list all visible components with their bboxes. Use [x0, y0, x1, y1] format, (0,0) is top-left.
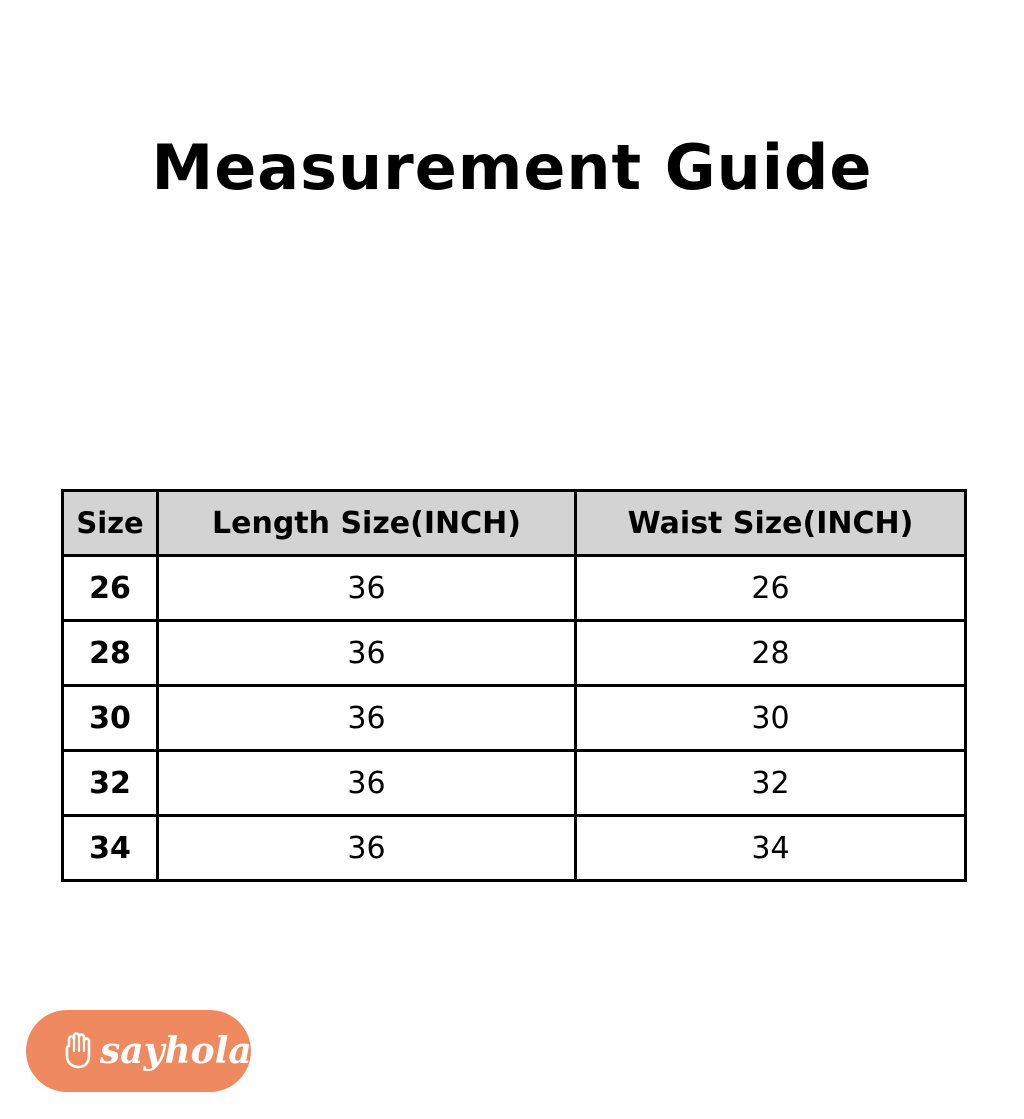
raised-hand-icon: [64, 1031, 92, 1071]
table-row: [63, 686, 966, 751]
cell-length: 36: [158, 556, 576, 621]
measurement-table: [61, 489, 967, 882]
table-row: [63, 751, 966, 816]
cell-size: 34: [63, 816, 158, 881]
cell-length: 36: [158, 686, 576, 751]
badge-label: sayhola: [100, 1030, 252, 1072]
cell-size: 32: [63, 751, 158, 816]
cell-waist: 34: [576, 816, 966, 881]
cell-waist: 32: [576, 751, 966, 816]
table-row: [63, 816, 966, 881]
cell-size: 30: [63, 686, 158, 751]
page-title: Measurement Guide: [151, 131, 873, 204]
cell-waist: 28: [576, 621, 966, 686]
table-row: [63, 556, 966, 621]
header-waist-size: Waist Size(INCH): [576, 491, 966, 556]
table-header-row: [63, 491, 966, 556]
sayhola-badge[interactable]: [26, 1010, 251, 1092]
cell-waist: 26: [576, 556, 966, 621]
cell-length: 36: [158, 816, 576, 881]
header-length-size: Length Size(INCH): [158, 491, 576, 556]
cell-length: 36: [158, 751, 576, 816]
header-size: Size: [63, 491, 158, 556]
table-row: [63, 621, 966, 686]
cell-size: 28: [63, 621, 158, 686]
cell-size: 26: [63, 556, 158, 621]
cell-waist: 30: [576, 686, 966, 751]
cell-length: 36: [158, 621, 576, 686]
